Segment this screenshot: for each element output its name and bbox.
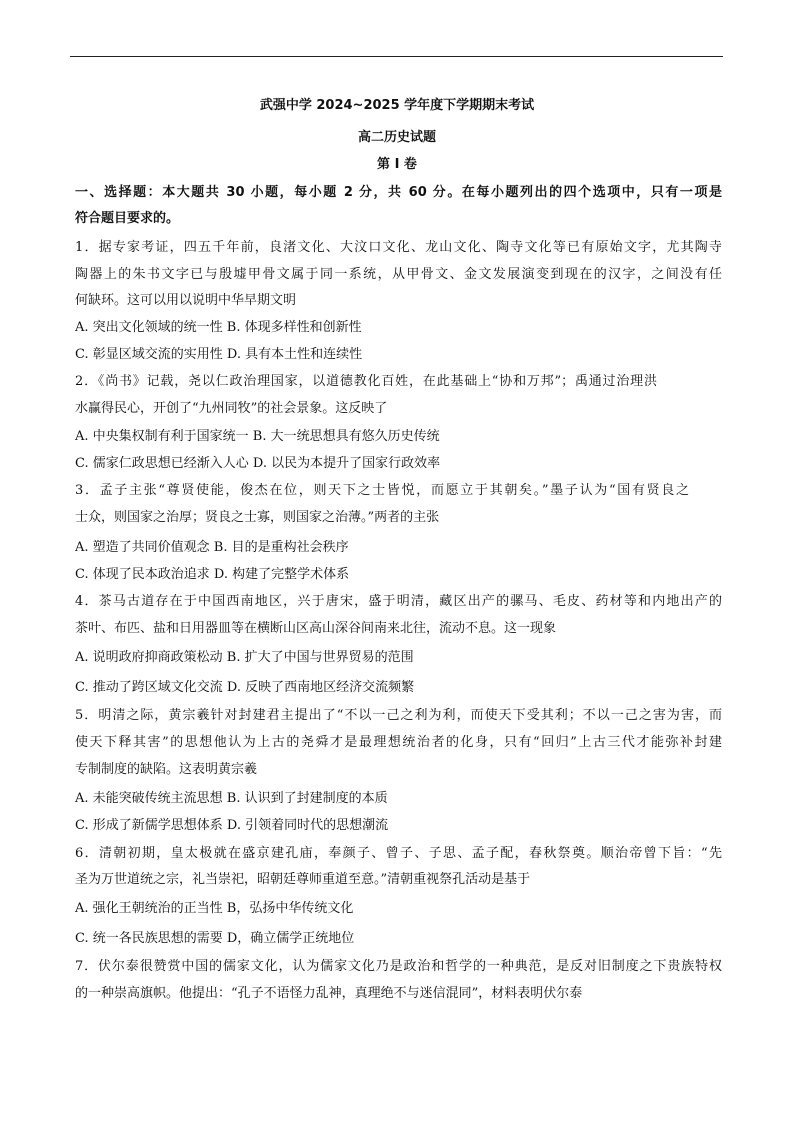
question-1-option-cd[interactable]: C. 彰显区域交流的实用性 D. 具有本土性和连续性 [75, 347, 363, 362]
question-5-option-cd[interactable]: C. 形成了新儒学思想体系 D. 引领着同时代的思想潮流 [75, 818, 389, 833]
question-4-option-ab[interactable]: A. 说明政府抑商政策松动 B. 扩大了中国与世界贸易的范围 [75, 650, 414, 665]
question-4-line-2: 茶叶、布匹、盐和日用器皿等在横断山区高山深谷间南来北往，流动不息。这一现象 [75, 621, 557, 636]
question-7-line-2: 的一种崇高旗帜。他提出：“孔子不语怪力乱神，真理绝不与迷信混同”，材料表明伏尔泰 [75, 986, 583, 1001]
question-1-line-3: 何缺环。这可以用以说明中华早期文明 [75, 293, 297, 308]
section-instruction-line-1: 一、选择题：本大题共 30 小题，每小题 2 分，共 60 分。在每小题列出的四个选项中，只有一项是 [75, 185, 722, 200]
question-2-option-ab[interactable]: A. 中央集权制有利于国家统一 B. 大一统思想具有悠久历史传统 [75, 429, 440, 444]
question-4-line-1: 4．茶马古道存在于中国西南地区，兴于唐宋，盛于明清，藏区出产的骡马、毛皮、药材等和内地出产的 [75, 594, 722, 609]
question-2-line-2: 水赢得民心，开创了“九州同牧”的社会景象。这反映了 [75, 401, 388, 416]
question-5-line-3: 专制制度的缺陷。这表明黄宗羲 [75, 762, 258, 777]
question-2-line-1: 2．《尚书》记载，尧以仁政治理国家，以道德教化百姓，在此基础上“协和万邦”；禹通过治理洪 [75, 374, 657, 389]
question-7-line-1: 7．伏尔泰很赞赏中国的儒家文化，认为儒家文化乃是政治和哲学的一种典范，是反对旧制度之下贵族特权 [75, 959, 722, 974]
question-3-option-ab[interactable]: A. 塑造了共同价值观念 B. 目的是重构社会秩序 [75, 540, 349, 555]
exam-title: 武强中学 2024~2025 学年度下学期期末考试 [259, 98, 535, 113]
section-instruction-line-2: 符合题目要求的。 [75, 211, 180, 226]
volume-label: 第 I 卷 [377, 157, 417, 172]
question-1-line-2: 陶器上的朱书文字已与殷墟甲骨文属于同一系统，从甲骨文、金文发展演变到现在的汉字，之间没有任 [75, 267, 722, 282]
question-6-option-cd[interactable]: C. 统一各民族思想的需要 D，确立儒学正统地位 [75, 931, 355, 946]
question-1-line-1: 1．据专家考证，四五千年前，良渚文化、大汶口文化、龙山文化、陶寺文化等已有原始文字，尤其陶寺 [75, 240, 722, 255]
question-5-line-2: 使天下释其害”的思想他认为上古的尧舜才是最理想统治者的化身，只有“回归”上古三代才能弥补封建 [75, 735, 722, 750]
question-6-option-ab[interactable]: A. 强化王朝统治的正当性 B，弘扬中华传统文化 [75, 901, 354, 916]
header-rule [70, 56, 723, 57]
question-6-line-2: 圣为万世道统之宗，礼当崇祀，昭朝廷尊师重道至意。”清朝重视祭孔活动是基于 [75, 872, 531, 887]
question-5-line-1: 5．明清之际，黄宗羲针对封建君主提出了“不以一己之利为利，而使天下受其利；不以一己之害为害，而 [75, 708, 722, 723]
question-3-line-2: 士众，则国家之治厚；贤良之士寡，则国家之治薄。”两者的主张 [75, 510, 440, 525]
question-2-option-cd[interactable]: C. 儒家仁政思想已经渐入人心 D. 以民为本提升了国家行政效率 [75, 456, 441, 471]
question-3-option-cd[interactable]: C. 体现了民本政治追求 D. 构建了完整学术体系 [75, 567, 350, 582]
question-5-option-ab[interactable]: A. 未能突破传统主流思想 B. 认识到了封建制度的本质 [75, 791, 388, 806]
question-6-line-1: 6．清朝初期，皇太极就在盛京建孔庙，奉颜子、曾子、子思、孟子配，春秋祭奠。顺治帝曾下旨：“先 [75, 846, 722, 861]
exam-subtitle: 高二历史试题 [357, 130, 436, 145]
question-1-option-ab[interactable]: A. 突出文化领域的统一性 B. 体现多样性和创新性 [75, 320, 362, 335]
question-3-line-1: 3．孟子主张“尊贤使能，俊杰在位，则天下之士皆悦，而愿立于其朝矣。”墨子认为“国有贤良之 [75, 483, 689, 498]
question-4-option-cd[interactable]: C. 推动了跨区域文化交流 D. 反映了西南地区经济交流频繁 [75, 680, 415, 695]
